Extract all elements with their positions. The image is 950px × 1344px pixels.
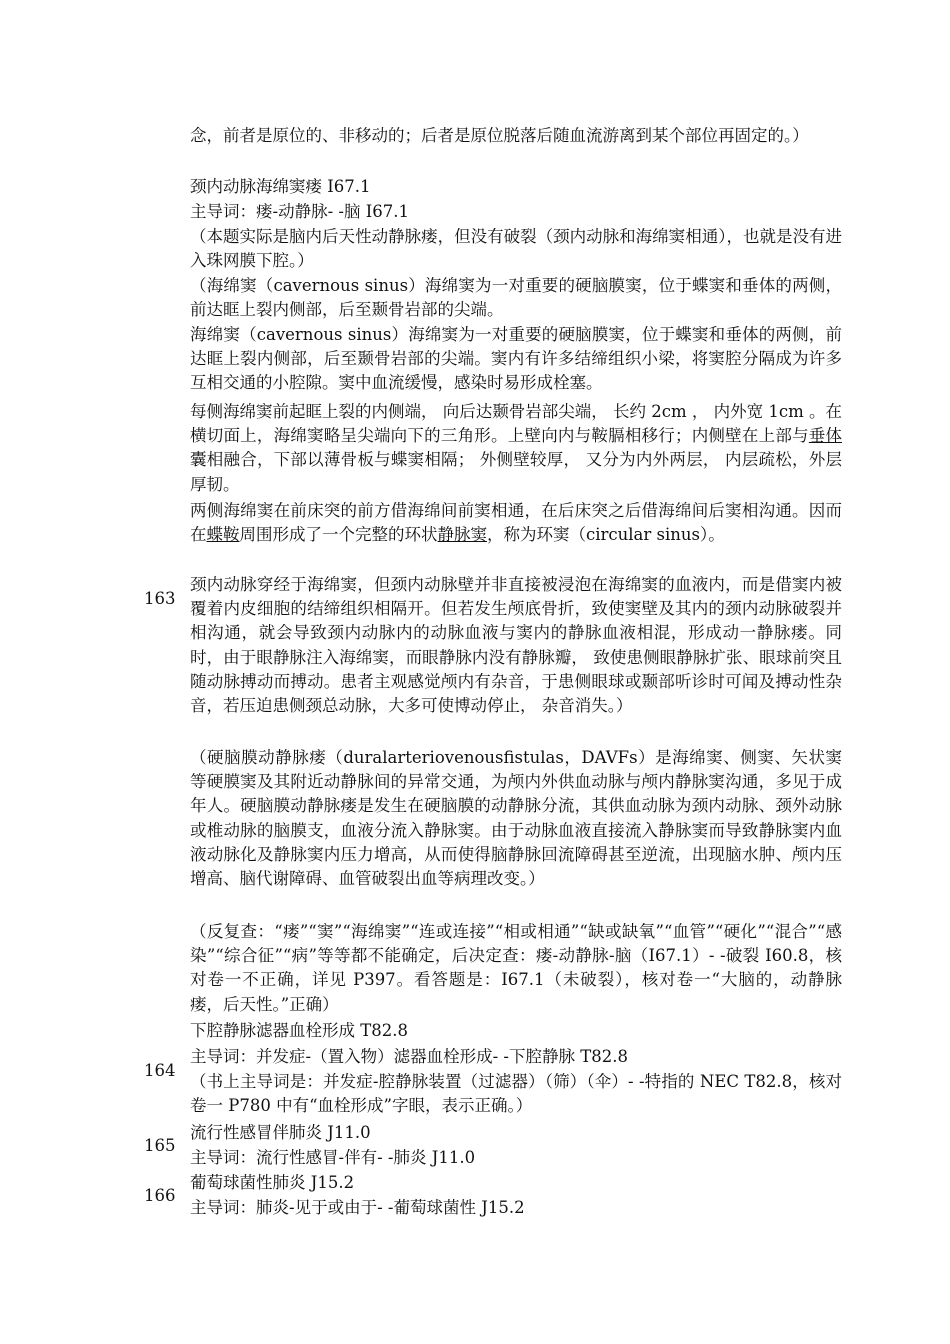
text-line: 主导词：肺炎-见于或由于- -葡萄球菌性 J15.2 (190, 1198, 525, 1217)
text-line: 主导词：瘘-动静脉- -脑 I67.1 (190, 202, 409, 221)
text-paragraph: 海绵窦（cavernous sinus）海绵窦为一对重要的硬脑膜窦，位于蝶窦和垂体的两侧，前达眶上裂内侧部，后至颞骨岩部的尖端。窦内有许多结缔组织小梁，将窦腔分隔成为许多互相交通的小腔隙。窦中血流缓慢，感染时易形成栓塞。 (190, 325, 842, 393)
text-paragraph: 念，前者是原位的、非移动的；后者是原位脱落后随血流游离到某个部位再固定的。） (190, 126, 809, 145)
text-paragraph (190, 499, 842, 547)
text-run: 每侧海绵窦前起眶上裂的内侧端， 向后达颞骨岩部尖端， 长约 2cm ， 内外宽 1cm 。在横切面上，海绵窦略呈尖端向下的三角形。上壁向内与鞍膈相移行；内侧壁在上部与 (190, 402, 842, 446)
text-line: 下腔静脉滤器血栓形成 T82.8 (190, 1021, 408, 1040)
text-run: 囊相融合，下部以薄骨板与蝶窦相隔； 外侧壁较厚， 又分为内外两层， 内层疏松，外层厚韧。 (190, 450, 842, 494)
text-paragraph: 颈内动脉穿经于海绵窦，但颈内动脉壁并非直接被浸泡在海绵窦的血液内，而是借窦内被覆着内皮细胞的结缔组织相隔开。但若发生颅底骨折，致使窦壁及其内的颈内动脉破裂并相沟通，就会导致颈内动脉内的动脉血液与窦内的静脉血液相混，形成动一静脉瘘。同时，由于眼静脉注入海绵窦，而眼静脉内没有静脉瓣， 致使患侧眼静脉扩张、眼球前突且随动脉搏动而搏动。患者主观感觉颅内有杂音，于患侧眼球或颞部听诊时可闻及搏动性杂音，若压迫患侧颈总动脉，大多可使博动停止， 杂音消失。） (190, 575, 842, 716)
question-number: 165 (144, 1136, 176, 1155)
text-run: ，称为环窦（circular sinus）。 (487, 525, 725, 545)
text-line: 流行性感冒伴肺炎 J11.0 (190, 1123, 371, 1142)
text-paragraph (190, 400, 842, 497)
question-number: 163 (144, 589, 176, 608)
question-number: 164 (144, 1061, 176, 1080)
underlined-term: 静脉窦 (437, 525, 487, 545)
text-run: 周围形成了一个完整的环状 (239, 525, 438, 545)
text-line: 主导词：并发症-（置入物）滤器血栓形成- -下腔静脉 T82.8 (190, 1047, 628, 1066)
text-paragraph: （反复查：“瘘”“窦”“海绵窦”“连或连接”“相或相通”“缺或缺氧”“血管”“硬化”“混合”“感染”“综合征”“病”等等都不能确定，后决定查：瘘-动静脉-脑（I67.1）- -破裂 I60.8，核对卷一不正确，详见 P397。看答题是：I67.1（未破裂），核对卷一“大脑的，动静脉瘘，后天性。”正确） (190, 922, 842, 1014)
question-number: 166 (144, 1186, 176, 1205)
text-paragraph: （书上主导词是：并发症-腔静脉装置（过滤器）（筛）（伞）- -特指的 NEC T82.8，核对卷一 P780 中有“血栓形成”字眼，表示正确。） (190, 1072, 842, 1116)
text-paragraph: （海绵窦（cavernous sinus）海绵窦为一对重要的硬脑膜窦，位于蝶窦和垂体的两侧，前达眶上裂内侧部，后至颞骨岩部的尖端。 (190, 276, 842, 320)
underlined-term: 垂体 (808, 426, 843, 446)
text-line: 葡萄球菌性肺炎 J15.2 (190, 1173, 355, 1192)
underlined-term: 蝶鞍 (206, 525, 240, 545)
text-paragraph: （硬脑膜动静脉瘘（duralarteriovenousfistulas，DAVFs）是海绵窦、侧窦、矢状窦等硬膜窦及其附近动静脉间的异常交通，为颅内外供血动脉与颅内静脉窦沟通，多见于成年人。硬脑膜动静脉瘘是发生在硬脑膜的动静脉分流，其供血动脉为颈内动脉、颈外动脉或椎动脉的脑膜支，血液分流入静脉窦。由于动脉血液直接流入静脉窦而导致静脉窦内血液动脉化及静脉窦内压力增高，从而使得脑静脉回流障碍甚至逆流，出现脑水肿、颅内压增高、脑代谢障碍、血管破裂出血等病理改变。） (190, 748, 842, 889)
text-line: 颈内动脉海绵窦瘘 I67.1 (190, 177, 371, 196)
text-line: 主导词：流行性感冒-伴有- -肺炎 J11.0 (190, 1148, 476, 1167)
text-paragraph: （本题实际是脑内后天性动静脉瘘，但没有破裂（颈内动脉和海绵窦相通），也就是没有进入珠网膜下腔。） (190, 227, 842, 271)
text-run: 两侧海绵窦在前床突的前方借海绵间前窦相通，在后床突之后借海绵间后窦相沟通。因而在 (190, 501, 842, 545)
